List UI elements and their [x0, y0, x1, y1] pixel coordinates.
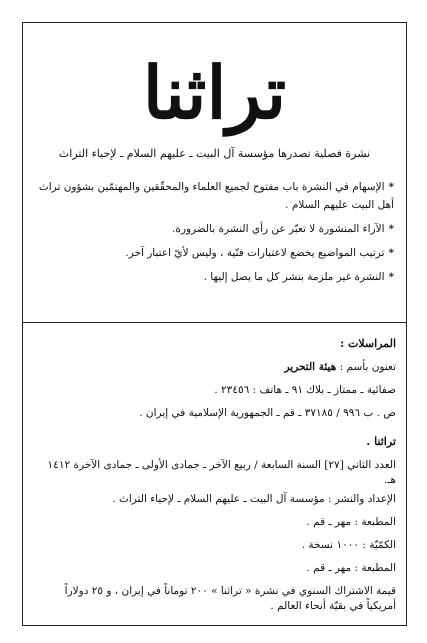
journal-subtitle: نشرة فصلية تصدرها مؤسسة آل البيت ـ عليهم السلام ـ لإحياء التراث: [58, 147, 371, 160]
info-section: [23, 323, 406, 625]
asterisk-bullet-icon: *: [388, 247, 394, 259]
quantity-line: الكمّيّة : ١٠٠٠ نسخة .: [301, 539, 396, 551]
printer-line: المطبعة : مهر ـ قم .: [306, 516, 396, 528]
press-line: المطبعة : مهر ـ قم .: [306, 562, 396, 574]
note-text: الآراء المنشورة لا تعبّر عن رأي النشرة بالضرورة.: [172, 223, 385, 235]
journal-title: تراثنا: [142, 50, 287, 135]
publication-heading: تراثنا .: [366, 435, 396, 448]
asterisk-bullet-icon: *: [388, 181, 394, 193]
note-item: [35, 220, 394, 238]
notes-list: [35, 178, 394, 286]
note-item: [35, 268, 394, 286]
publisher-line: الإعداد والنشر : مؤسسة آل البيت ـ عليهم السلام ـ لإحياء التراث .: [112, 493, 396, 505]
asterisk-bullet-icon: *: [388, 271, 394, 283]
address-line: صفائية ـ ممتاز ـ بلاك ٩١ ـ هاتف : ٢٣٤٥٦ .: [214, 384, 396, 396]
correspondence-heading: المراسلات :: [340, 337, 396, 350]
masthead-section: [23, 23, 406, 323]
note-item: [35, 178, 394, 214]
asterisk-bullet-icon: *: [388, 223, 394, 235]
addressee-line: [33, 360, 396, 375]
note-text: الإسهام في النشرة باب مفتوح لجميع العلماء والمحقّقين والمهتمّين بشؤون تراث أهل البيت عليهم السلام .: [38, 181, 394, 211]
issue-line: العدد الثاني [٢٧] السنة السابعة / ربيع الآخر ـ جمادى الأولى ـ جمادى الآخرة ١٤١٢ هـ.: [47, 459, 396, 486]
note-text: ترتيب المواضيع يخضع لاعتبارات فنّية ، وليس لأيّ اعتبار آخر.: [125, 247, 385, 259]
addressee-prefix: تعنون بأسم :: [339, 361, 396, 373]
note-text: النشرة غير ملزمة بنشر كل ما يصل إليها .: [203, 271, 385, 283]
addressee-name: هيئة التحرير: [284, 361, 337, 373]
page-frame: [22, 22, 407, 626]
subscription-line: قيمة الاشتراك السنوي في نشرة « تراثنا » ٢٠٠ توماناً في إيران ، و ٢٥ دولاراً أمريكياً في بقيّة أنحاء العالم .: [64, 585, 396, 612]
note-item: [35, 244, 394, 262]
po-box-line: ص . ب ٩٩٦ / ٣٧١٨٥ ـ قم ـ الجمهورية الإسلامية في إيران .: [139, 407, 396, 419]
